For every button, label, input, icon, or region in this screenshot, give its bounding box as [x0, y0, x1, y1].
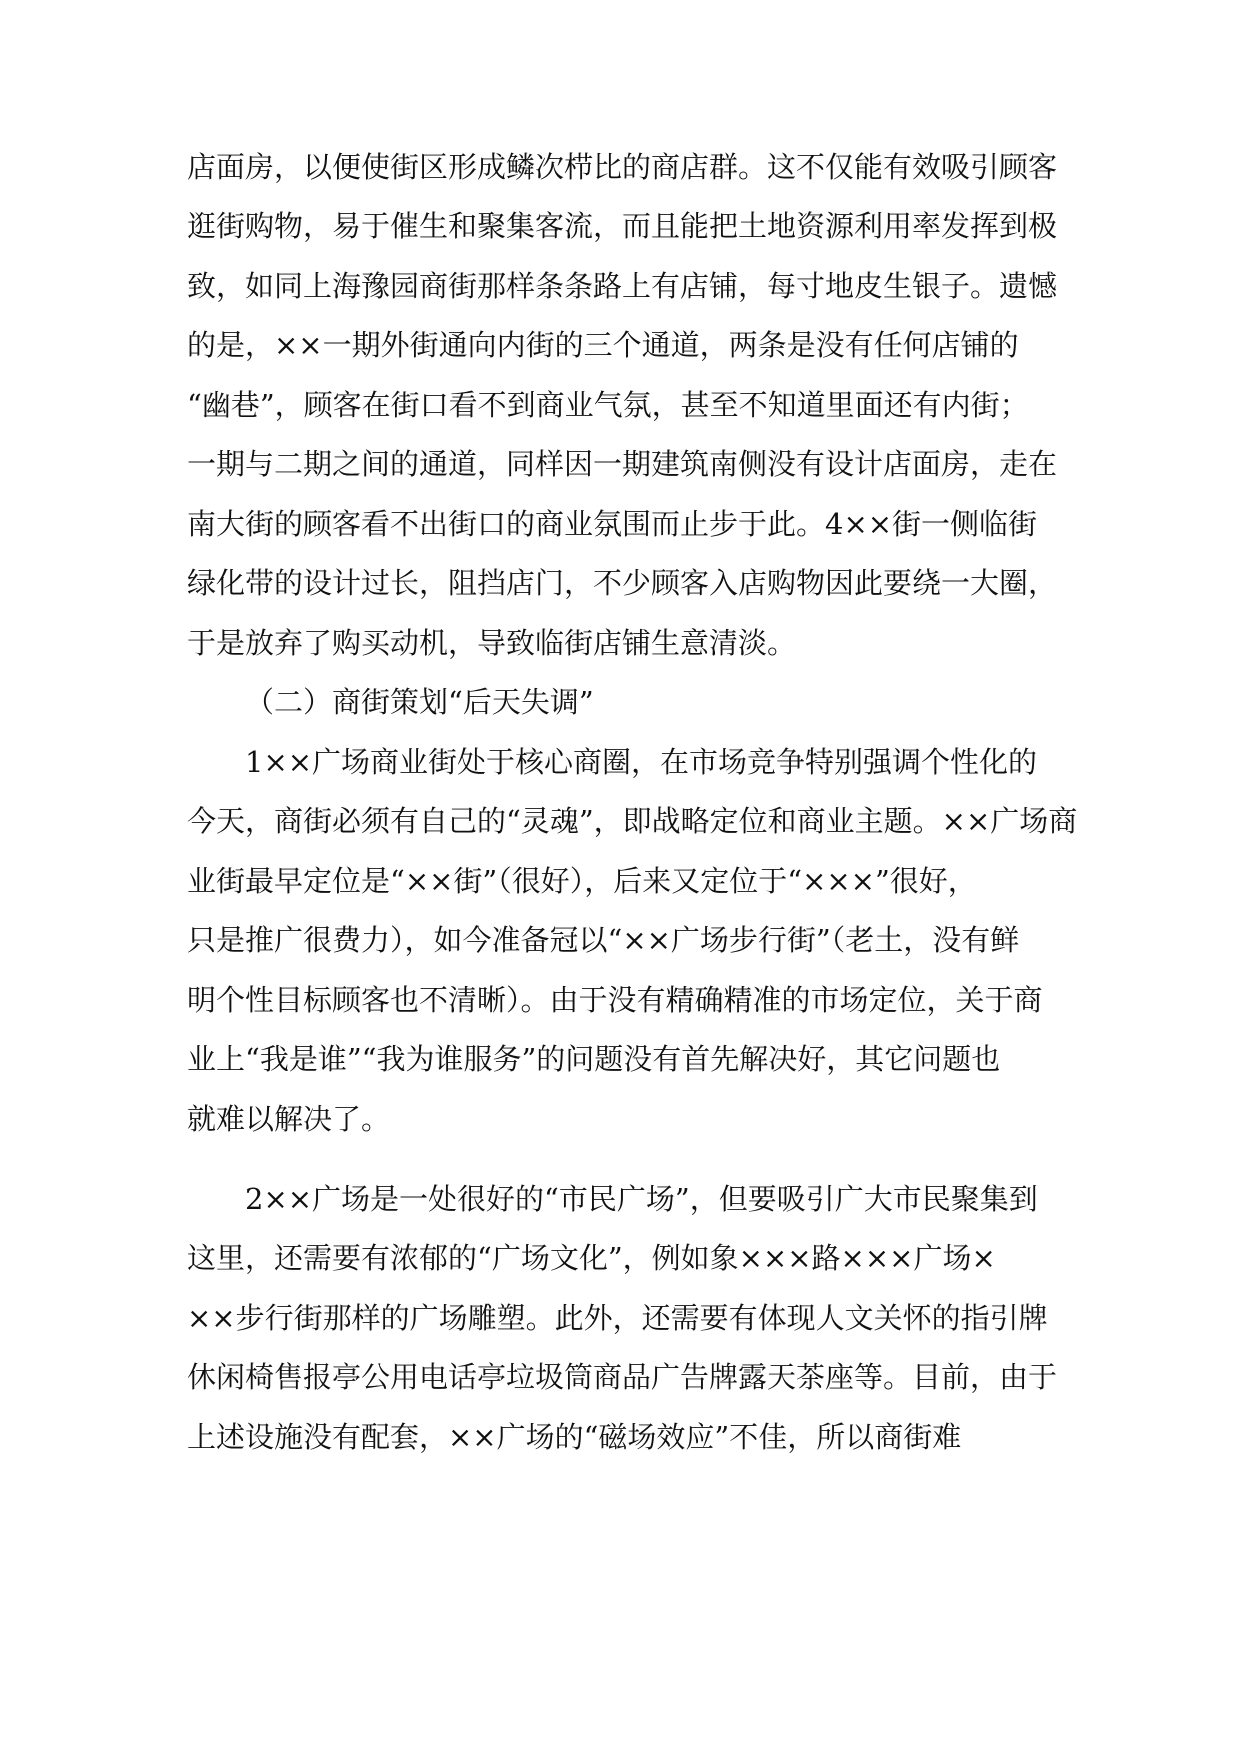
- text-line: ××步行街那样的广场雕塑。此外，还需要有体现人文关怀的指引牌: [187, 1301, 1048, 1335]
- text-line: 1××广场商业街处于核心商圈，在市场竞争特别强调个性化的: [245, 745, 1038, 779]
- text-line: 休闲椅售报亭公用电话亭垃圾筒商品广告牌露天茶座等。目前，由于: [187, 1360, 1058, 1394]
- text-line: 一期与二期之间的通道，同样因一期建筑南侧没有设计店面房，走在: [187, 447, 1058, 481]
- text-line: 绿化带的设计过长，阻挡店门，不少顾客入店购物因此要绕一大圈，: [187, 566, 1058, 600]
- text-line: 致，如同上海豫园商街那样条条路上有店铺，每寸地皮生银子。遗憾: [187, 269, 1058, 303]
- text-line: 2××广场是一处很好的“市民广场”，但要吸引广大市民聚集到: [245, 1182, 1038, 1216]
- text-line: 明个性目标顾客也不清晰）。由于没有精确精准的市场定位，关于商: [187, 983, 1043, 1017]
- text-line: 逛街购物，易于催生和聚集客流，而且能把土地资源利用率发挥到极: [187, 209, 1058, 243]
- text-line: 就难以解决了。: [187, 1102, 391, 1136]
- section-heading: （二）商街策划“后天失调”: [245, 685, 594, 719]
- text-line: 于是放弃了购买动机，导致临街店铺生意清淡。: [187, 626, 797, 660]
- text-line: 今天，商街必须有自己的“灵魂”，即战略定位和商业主题。××广场商: [187, 804, 1078, 838]
- text-line: 的是，××一期外街通向内街的三个通道，两条是没有任何店铺的: [187, 328, 1019, 362]
- text-line: 这里，还需要有浓郁的“广场文化”，例如象×××路×××广场×: [187, 1241, 996, 1275]
- text-line: 南大街的顾客看不出街口的商业氛围而止步于此。4××街一侧临街: [187, 507, 1038, 541]
- text-line: “幽巷”，顾客在街口看不到商业气氛，甚至不知道里面还有内街；: [187, 388, 1029, 422]
- text-line: 上述设施没有配套，××广场的“磁场效应”不佳，所以商街难: [187, 1420, 962, 1454]
- text-line: 业上“我是谁”“我为谁服务”的问题没有首先解决好，其它问题也: [187, 1042, 1001, 1076]
- text-line: 业街最早定位是“××街”（很好），后来又定位于“×××”很好，: [187, 864, 977, 898]
- text-line: 店面房，以便使街区形成鳞次栉比的商店群。这不仅能有效吸引顾客: [187, 150, 1058, 184]
- text-line: 只是推广很费力），如今准备冠以“××广场步行街”（老土，没有鲜: [187, 923, 1020, 957]
